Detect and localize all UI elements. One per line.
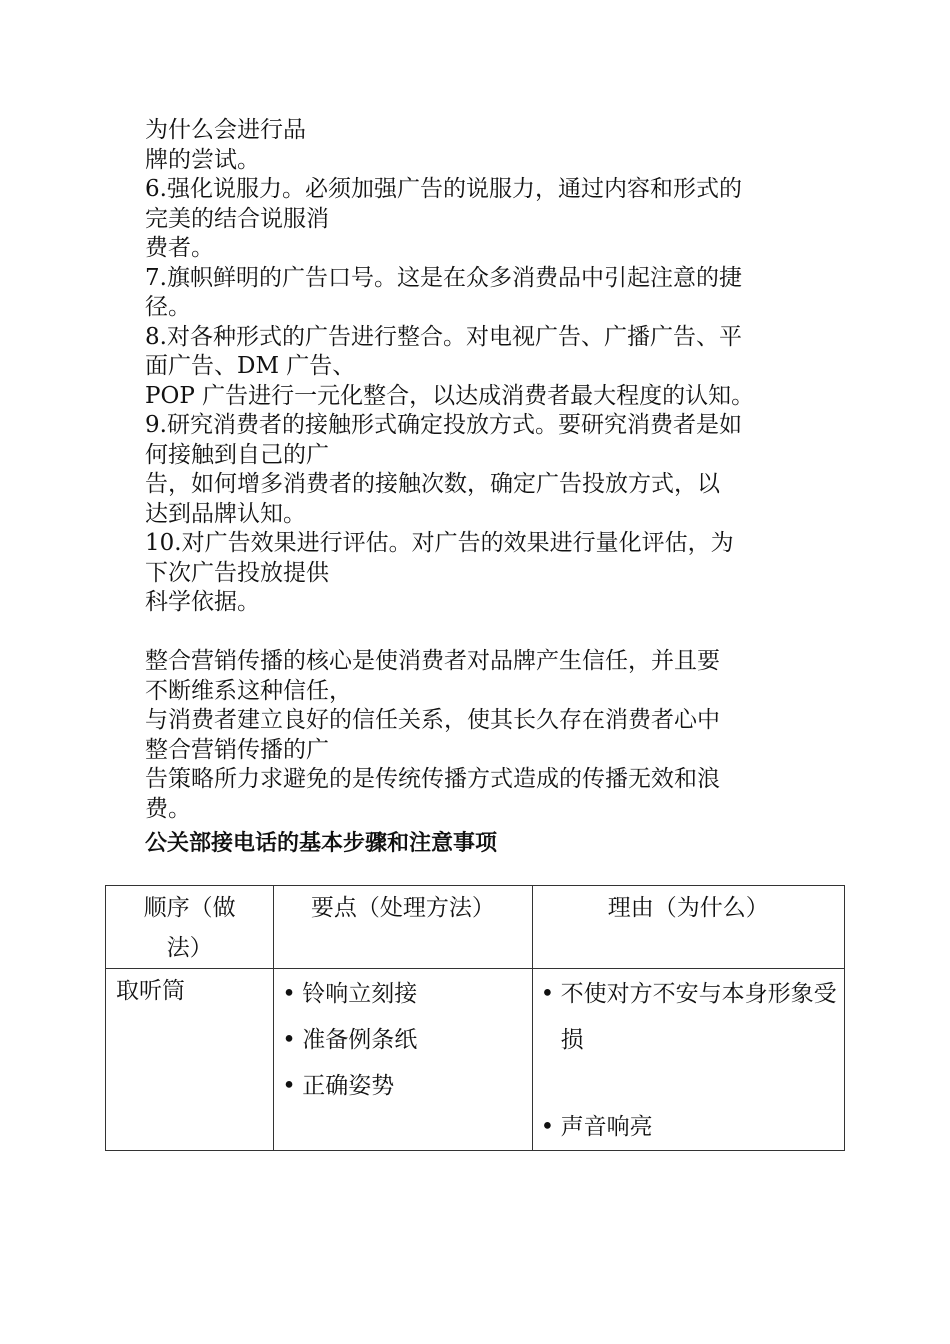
text-line: 6.强化说服力。必须加强广告的说服力，通过内容和形式的 [145, 176, 742, 202]
text-line: 何接触到自己的广 [145, 441, 329, 468]
text-line: 告，如何增多消费者的接触次数，确定广告投放方式，以 [145, 471, 720, 497]
text-line: 费。 [145, 795, 191, 822]
header-reason: 理由（为什么） [532, 886, 844, 969]
text-line: POP 广告进行一元化整合，以达成消费者最大程度的认知。 [145, 382, 755, 409]
text-line: 科学依据。 [145, 589, 260, 615]
cell-step: 取听筒 [106, 969, 274, 1151]
text-line: 与消费者建立良好的信任关系，使其长久存在消费者心中 [145, 707, 720, 733]
header-order-line1: 顺序（做 [143, 895, 236, 921]
list-item: • 声音响亮 [539, 1104, 838, 1150]
cell-points [274, 969, 532, 1151]
text-line: 告策略所力求避免的是传统传播方式造成的传播无效和浪 [145, 766, 720, 792]
text-line: 费者。 [145, 235, 214, 261]
body-text [145, 116, 825, 824]
text-line: 完美的结合说服消 [145, 205, 329, 232]
text-line: 9.研究消费者的接触形式确定投放方式。要研究消费者是如 [145, 412, 742, 438]
text-line: 整合营销传播的核心是使消费者对品牌产生信任，并且要 [145, 648, 720, 674]
reasons-list [533, 969, 844, 1150]
table-row [106, 969, 845, 1151]
points-list [274, 969, 531, 1109]
text-line: 为什么会进行品 [145, 117, 306, 143]
paragraph-gap [145, 618, 825, 648]
list-item: • 准备例条纸 [280, 1017, 525, 1063]
text-line: 10.对广告效果进行评估。对广告的效果进行量化评估，为 [145, 530, 734, 556]
list-item: • 正确姿势 [280, 1063, 525, 1109]
section-heading: 公关部接电话的基本步骤和注意事项 [145, 831, 498, 856]
text-line: 达到品牌认知。 [145, 500, 306, 527]
text-line: 面广告、DM 广告、 [145, 353, 356, 379]
text-line: 径。 [145, 294, 191, 320]
cell-reasons [532, 969, 844, 1151]
list-item: • 不使对方不安与本身形象受损 [539, 971, 838, 1063]
text-line: 不断维系这种信任， [145, 677, 352, 704]
text-line: 7.旗帜鲜明的广告口号。这是在众多消费品中引起注意的捷 [145, 264, 742, 291]
table-header-row [106, 886, 845, 969]
header-order-line2: 法） [166, 935, 213, 961]
text-line: 牌的尝试。 [145, 146, 260, 173]
steps-table [105, 885, 845, 1151]
list-item: • 铃响立刻接 [280, 971, 525, 1017]
text-line: 下次广告投放提供 [145, 559, 329, 586]
header-points: 要点（处理方法） [274, 886, 532, 969]
header-order [106, 886, 274, 969]
text-line: 整合营销传播的广 [145, 736, 329, 763]
text-line: 8.对各种形式的广告进行整合。对电视广告、广播广告、平 [145, 323, 742, 350]
